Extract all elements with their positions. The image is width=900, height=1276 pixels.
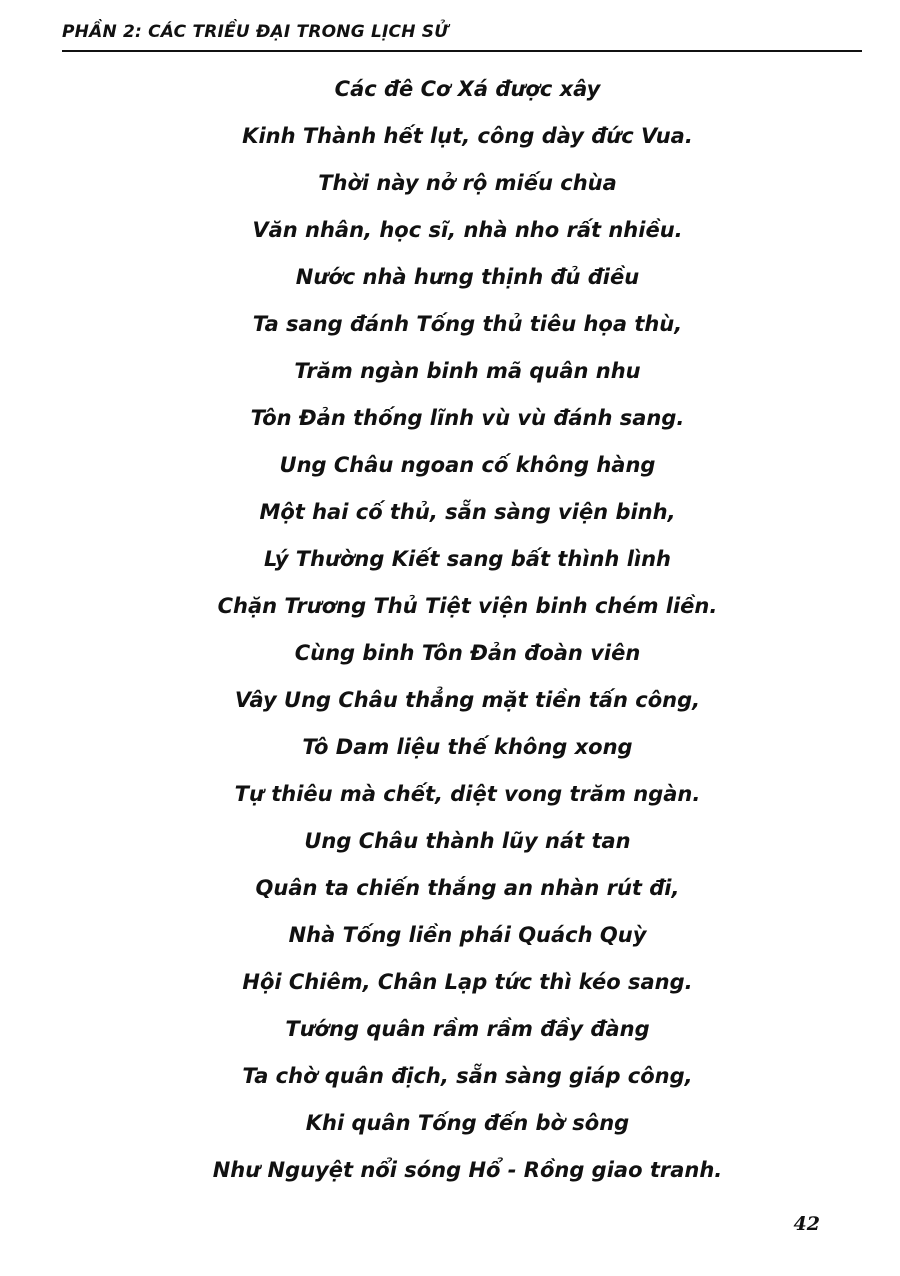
poem-line: Như Nguyệt nổi sóng Hổ - Rồng giao tranh.: [212, 1158, 723, 1182]
poem-line: Hội Chiêm, Chân Lạp tức thì kéo sang.: [242, 970, 693, 994]
poem-line: Ung Châu thành lũy nát tan: [304, 829, 631, 853]
poem-line: Nước nhà hưng thịnh đủ điều: [295, 265, 640, 289]
poem-line: Ung Châu ngoan cố không hàng: [279, 453, 656, 477]
poem-line: Ta chờ quân địch, sẵn sàng giáp công,: [242, 1064, 693, 1088]
poem-line: Trăm ngàn binh mã quân nhu: [294, 359, 641, 383]
poem-line: Thời này nở rộ miếu chùa: [318, 171, 617, 195]
section-title: PHẦN 2: CÁC TRIỀU ĐẠI TRONG LỊCH SỬ: [62, 22, 449, 42]
page-number: 42: [793, 1213, 820, 1235]
poem-line: Tự thiêu mà chết, diệt vong trăm ngàn.: [234, 782, 701, 806]
poem-line: Tướng quân rầm rầm đầy đàng: [285, 1017, 650, 1041]
poem-line: Chặn Trương Thủ Tiệt viện binh chém liền.: [217, 594, 718, 618]
poem-line: Nhà Tống liền phái Quách Quỳ: [288, 923, 647, 947]
poem-body: [60, 66, 875, 1194]
poem-line: Một hai cố thủ, sẵn sàng viện binh,: [259, 500, 676, 524]
poem-line: Ta sang đánh Tống thủ tiêu họa thù,: [252, 312, 683, 336]
poem-line: Lý Thường Kiết sang bất thình lình: [263, 547, 671, 571]
poem-line: Tô Dam liệu thế không xong: [302, 735, 633, 759]
poem-line: Khi quân Tống đến bờ sông: [305, 1111, 630, 1135]
poem-line: Quân ta chiến thắng an nhàn rút đi,: [255, 876, 680, 900]
poem-line: Vây Ung Châu thẳng mặt tiền tấn công,: [234, 688, 701, 712]
poem-line: Các đê Cơ Xá được xây: [334, 77, 601, 101]
poem-line: Tôn Đản thống lĩnh vù vù đánh sang.: [250, 406, 685, 430]
header-divider: [62, 50, 862, 52]
poem-line: Văn nhân, học sĩ, nhà nho rất nhiều.: [252, 218, 683, 242]
poem-line: Cùng binh Tôn Đản đoàn viên: [294, 641, 641, 665]
poem-line: Kinh Thành hết lụt, công dày đức Vua.: [242, 124, 693, 148]
page-header: [62, 20, 862, 44]
